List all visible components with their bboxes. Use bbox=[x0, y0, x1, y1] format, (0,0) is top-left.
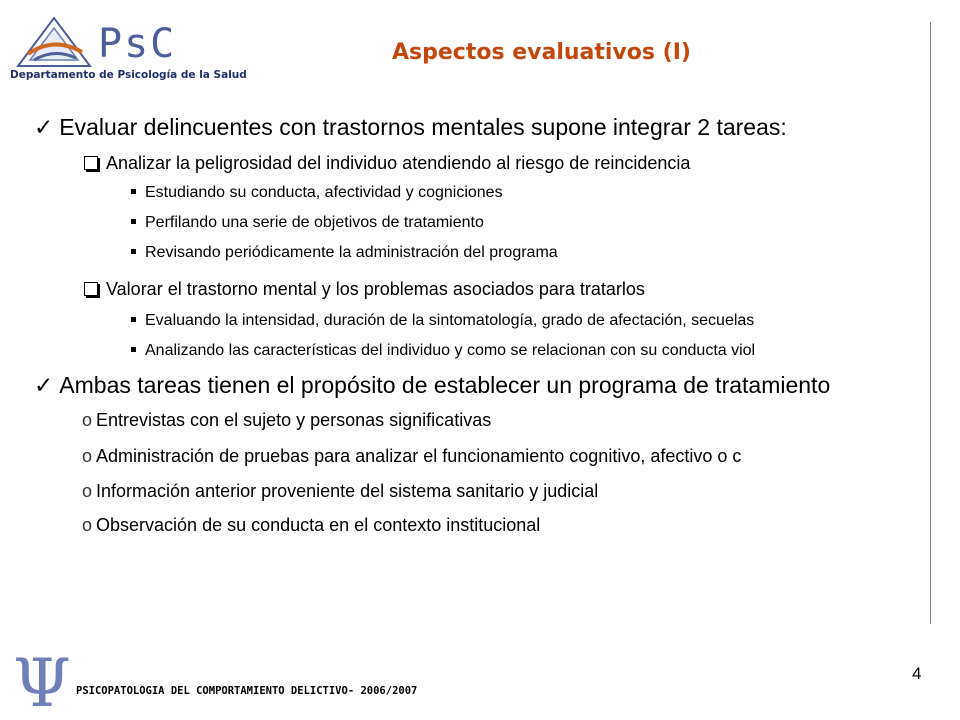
o-bullet-icon: o bbox=[82, 446, 93, 466]
task-1 bbox=[84, 153, 690, 174]
square-bullet-icon bbox=[84, 282, 98, 296]
list-item: Revisando periódicamente la administración del programa bbox=[131, 244, 558, 262]
svg-text:Ψ: Ψ bbox=[13, 650, 71, 712]
page-number: 4 bbox=[912, 664, 922, 683]
department-logo bbox=[10, 14, 247, 86]
main-point-1-text: Evaluar delincuentes con trastornos mentales supone integrar 2 tareas: bbox=[59, 114, 787, 140]
right-divider-line bbox=[930, 22, 931, 624]
footer-text: PSICOPATOLOGIA DEL COMPORTAMIENTO DELICTIVO- 2006/2007 bbox=[76, 685, 418, 697]
task-1-text: Analizar la peligrosidad del individuo atendiendo al riesgo de reincidencia bbox=[106, 153, 691, 173]
psi-symbol-icon bbox=[12, 650, 72, 712]
o-bullet-icon: o bbox=[82, 481, 93, 501]
task-2-text: Valorar el trastorno mental y los problemas asociados para tratarlos bbox=[106, 279, 645, 299]
small-square-bullet-icon bbox=[131, 347, 136, 352]
slide-title: Aspectos evaluativos (I) bbox=[392, 40, 691, 65]
list-item: o Administración de pruebas para analizar el funcionamiento cognitivo, afectivo o c bbox=[82, 446, 742, 466]
list-item: Evaluando la intensidad, duración de la sintomatología, grado de afectación, secuelas bbox=[131, 312, 754, 330]
checkmark-icon: ✓ bbox=[34, 372, 54, 398]
logo-psc-text: PsC bbox=[98, 21, 177, 67]
small-square-bullet-icon bbox=[131, 189, 136, 194]
logo-department-text: Departamento de Psicología de la Salud bbox=[10, 69, 247, 81]
o-bullet-icon: o bbox=[82, 515, 93, 535]
list-item: o Información anterior proveniente del sistema sanitario y judicial bbox=[82, 481, 599, 501]
list-item: Perfilando una serie de objetivos de tratamiento bbox=[131, 214, 484, 232]
main-point-2-text: Ambas tareas tienen el propósito de establecer un programa de tratamiento bbox=[59, 372, 831, 398]
main-point-2 bbox=[34, 372, 830, 399]
main-point-1 bbox=[34, 114, 787, 141]
list-item: Analizando las características del individuo y como se relacionan con su conducta viol bbox=[131, 342, 755, 360]
small-square-bullet-icon bbox=[131, 219, 136, 224]
pyramid-logo-icon bbox=[14, 14, 94, 70]
o-bullet-icon: o bbox=[82, 410, 93, 430]
task-2 bbox=[84, 279, 645, 300]
small-square-bullet-icon bbox=[131, 317, 136, 322]
list-item: o Observación de su conducta en el contexto institucional bbox=[82, 515, 541, 535]
list-item: Estudiando su conducta, afectividad y cogniciones bbox=[131, 184, 503, 202]
small-square-bullet-icon bbox=[131, 249, 136, 254]
list-item: o Entrevistas con el sujeto y personas significativas bbox=[82, 410, 492, 430]
checkmark-icon: ✓ bbox=[34, 114, 54, 140]
square-bullet-icon bbox=[84, 156, 98, 170]
